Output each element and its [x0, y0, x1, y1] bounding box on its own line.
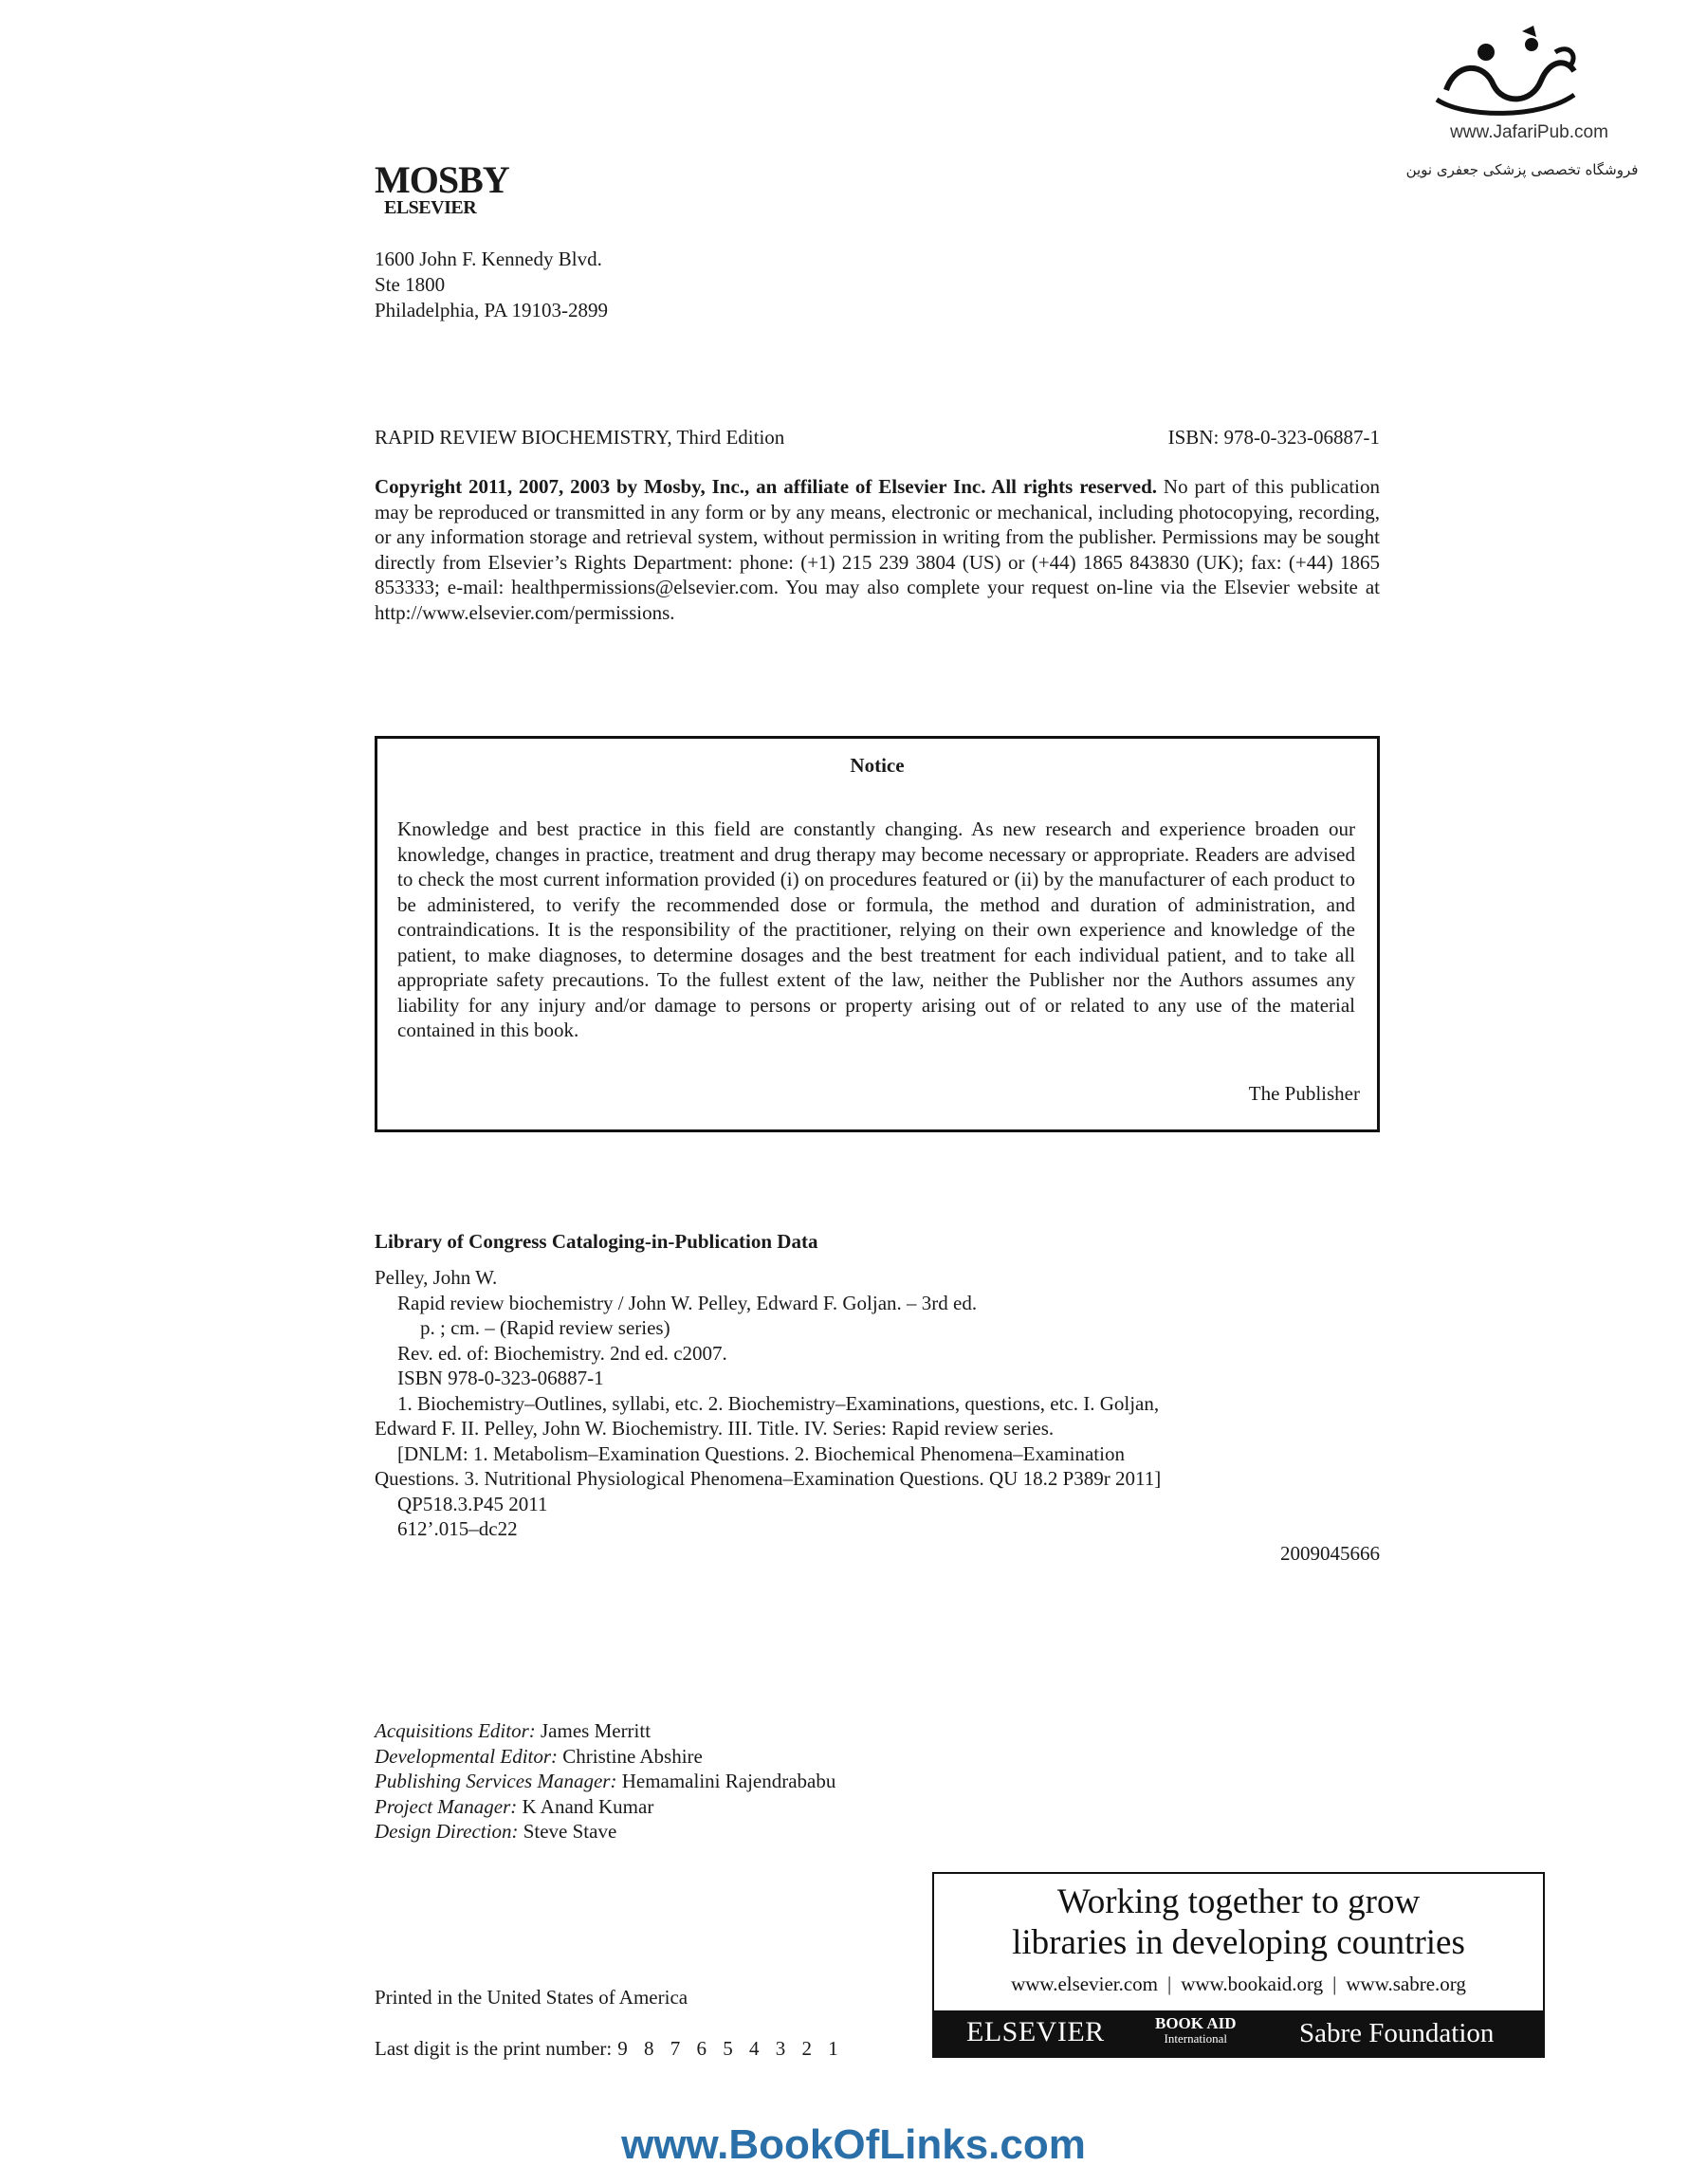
credit-name: K Anand Kumar [517, 1794, 654, 1818]
editorial-credits [375, 1718, 835, 1844]
cip-control-number: 2009045666 [1280, 1542, 1380, 1565]
credit-role: Project Manager: [375, 1794, 518, 1818]
cip-line: QP518.3.P45 2011 [397, 1492, 548, 1515]
cip-line: 1. Biochemistry–Outlines, syllabi, etc. 2. Biochemistry–Examinations, questions, etc. I. Goljan, [397, 1391, 1160, 1415]
credit-role: Publishing Services Manager: [375, 1770, 617, 1792]
print-number-label: Last digit is the print number: [375, 2037, 613, 2060]
copyright-paragraph [375, 474, 1380, 625]
credit-line [375, 1794, 835, 1820]
credit-name: Steve Stave [518, 1820, 617, 1843]
advert-logo-bar [934, 2010, 1543, 2056]
isbn: ISBN: 978-0-323-06887-1 [1167, 426, 1380, 449]
cip-line: ISBN 978-0-323-06887-1 [397, 1367, 604, 1389]
copyright-statement: Copyright 2011, 2007, 2003 by Mosby, Inc., an affiliate of Elsevier Inc. All rights reserved. [375, 475, 1158, 498]
credit-role: Developmental Editor: [375, 1744, 559, 1768]
url-separator: | [1332, 1973, 1337, 1995]
credit-line [375, 1819, 835, 1844]
notice-title: Notice [850, 754, 905, 777]
bookoflinks-link[interactable]: www.BookOfLinks.com [621, 2121, 1086, 2168]
address-line: 1600 John F. Kennedy Blvd. [375, 248, 602, 270]
cip-line: Rapid review biochemistry / John W. Pelley, Edward F. Goljan. – 3rd ed. [397, 1291, 978, 1314]
notice-body: Knowledge and best practice in this field are constantly changing. As new research and experience broaden our knowledge, changes in practice, treatment and drug therapy may become necessary or appropriate. Readers are advised to check the most current information provided (i) on procedures featured or (ii) by the manufacturer of each product to be administered, to verify the recommended dose or formula, the method and duration of administration, and contraindications. It is the responsibility of the practitioner, relying on their own experience and knowledge of the patient, to make diagnoses, to determine dosages and the best treatment for each individual patient, and to take all appropriate safety precautions. To the fullest extent of the law, neither the Publisher nor the Authors assumes any liability for any injury and/or damage to persons or property arising out of or related to any use of the material contained in this book. [397, 817, 1355, 1041]
notice-signature: The Publisher [1248, 1082, 1360, 1105]
cip-line: Questions. 3. Nutritional Physiological Phenomena–Examination Questions. QU 18.2 P389r 2011] [375, 1467, 1162, 1490]
sabre-foundation-logo: Sabre Foundation [1299, 2018, 1495, 2048]
credit-name: Christine Abshire [558, 1744, 703, 1768]
bookaid-logo-subtext: International [1164, 2031, 1227, 2046]
cip-line: Rev. ed. of: Biochemistry. 2nd ed. c2007. [397, 1341, 727, 1365]
print-number-line [375, 2037, 838, 2061]
cip-line: [DNLM: 1. Metabolism–Examination Questions. 2. Biochemical Phenomena–Examination [397, 1441, 1125, 1465]
credit-line [375, 1769, 835, 1794]
cip-heading: Library of Congress Cataloging-in-Publication Data [375, 1230, 818, 1253]
jafaripub-logo [1427, 24, 1584, 128]
credit-line [375, 1718, 835, 1744]
cip-line: p. ; cm. – (Rapid review series) [420, 1316, 670, 1339]
url-separator: | [1167, 1973, 1172, 1995]
notice-box [375, 736, 1380, 1132]
book-aid-advert [932, 1872, 1545, 2058]
cip-line: Pelley, John W. [375, 1266, 498, 1289]
advert-headline [934, 1881, 1543, 1963]
cip-line: 612’.015–dc22 [397, 1517, 518, 1540]
publisher-address [375, 247, 608, 323]
watermark-subtitle: فروشگاه تخصصی پزشکی جعفری نوین [1405, 161, 1639, 178]
credit-line [375, 1744, 835, 1770]
print-number-digits: 9 8 7 6 5 4 3 2 1 [617, 2037, 838, 2060]
sabre-link[interactable]: www.sabre.org [1346, 1973, 1466, 1995]
credit-name: Hemamalini Rajendrababu [616, 1770, 836, 1792]
credit-role: Acquisitions Editor: [375, 1719, 536, 1742]
credit-name: James Merritt [535, 1719, 652, 1742]
elsevier-logo: ELSEVIER [966, 2016, 1105, 2047]
printed-in: Printed in the United States of America [375, 1986, 688, 2009]
advert-headline-line: Working together to grow [1056, 1882, 1421, 1921]
bookaid-logo-text: BOOK AID [1155, 2014, 1237, 2032]
book-title: RAPID REVIEW BIOCHEMISTRY, Third Edition [375, 426, 785, 449]
watermark-url[interactable]: www.JafariPub.com [1450, 122, 1608, 142]
elsevier-link[interactable]: www.elsevier.com [1011, 1973, 1159, 1995]
address-line: Ste 1800 [375, 273, 446, 296]
credit-role: Design Direction: [375, 1820, 519, 1843]
mosby-logo: MOSBY [375, 158, 509, 201]
cip-block [375, 1265, 1380, 1542]
bookaid-logo [1155, 2016, 1237, 2046]
advert-headline-line: libraries in developing countries [1012, 1923, 1465, 1962]
title-isbn-line [375, 425, 1380, 450]
copyright-permissions: No part of this publication may be reproduced or transmitted in any form or by any means, electronic or mechanical, including photocopying, recording, or any information storage and retrieval system, without permission in writing from the publisher. Permissions may be sought directly from Elsevier’s Rights Department: phone: (+1) 215 239 3804 (US) or (+44) 1865 843830 (UK); fax: (+44) 1865 853333; e-mail: healthpermissions@elsevier.com. You may also complete your request on-line via the Elsevier website at http://www.elsevier.com/permissions. [375, 475, 1380, 624]
bookaid-link[interactable]: www.bookaid.org [1181, 1973, 1324, 1995]
advert-urls [934, 1973, 1543, 1996]
address-line: Philadelphia, PA 19103-2899 [375, 299, 608, 321]
cip-line: Edward F. II. Pelley, John W. Biochemistry. III. Title. IV. Series: Rapid review series. [375, 1417, 1055, 1440]
elsevier-imprint-logo: ELSEVIER [384, 197, 477, 218]
